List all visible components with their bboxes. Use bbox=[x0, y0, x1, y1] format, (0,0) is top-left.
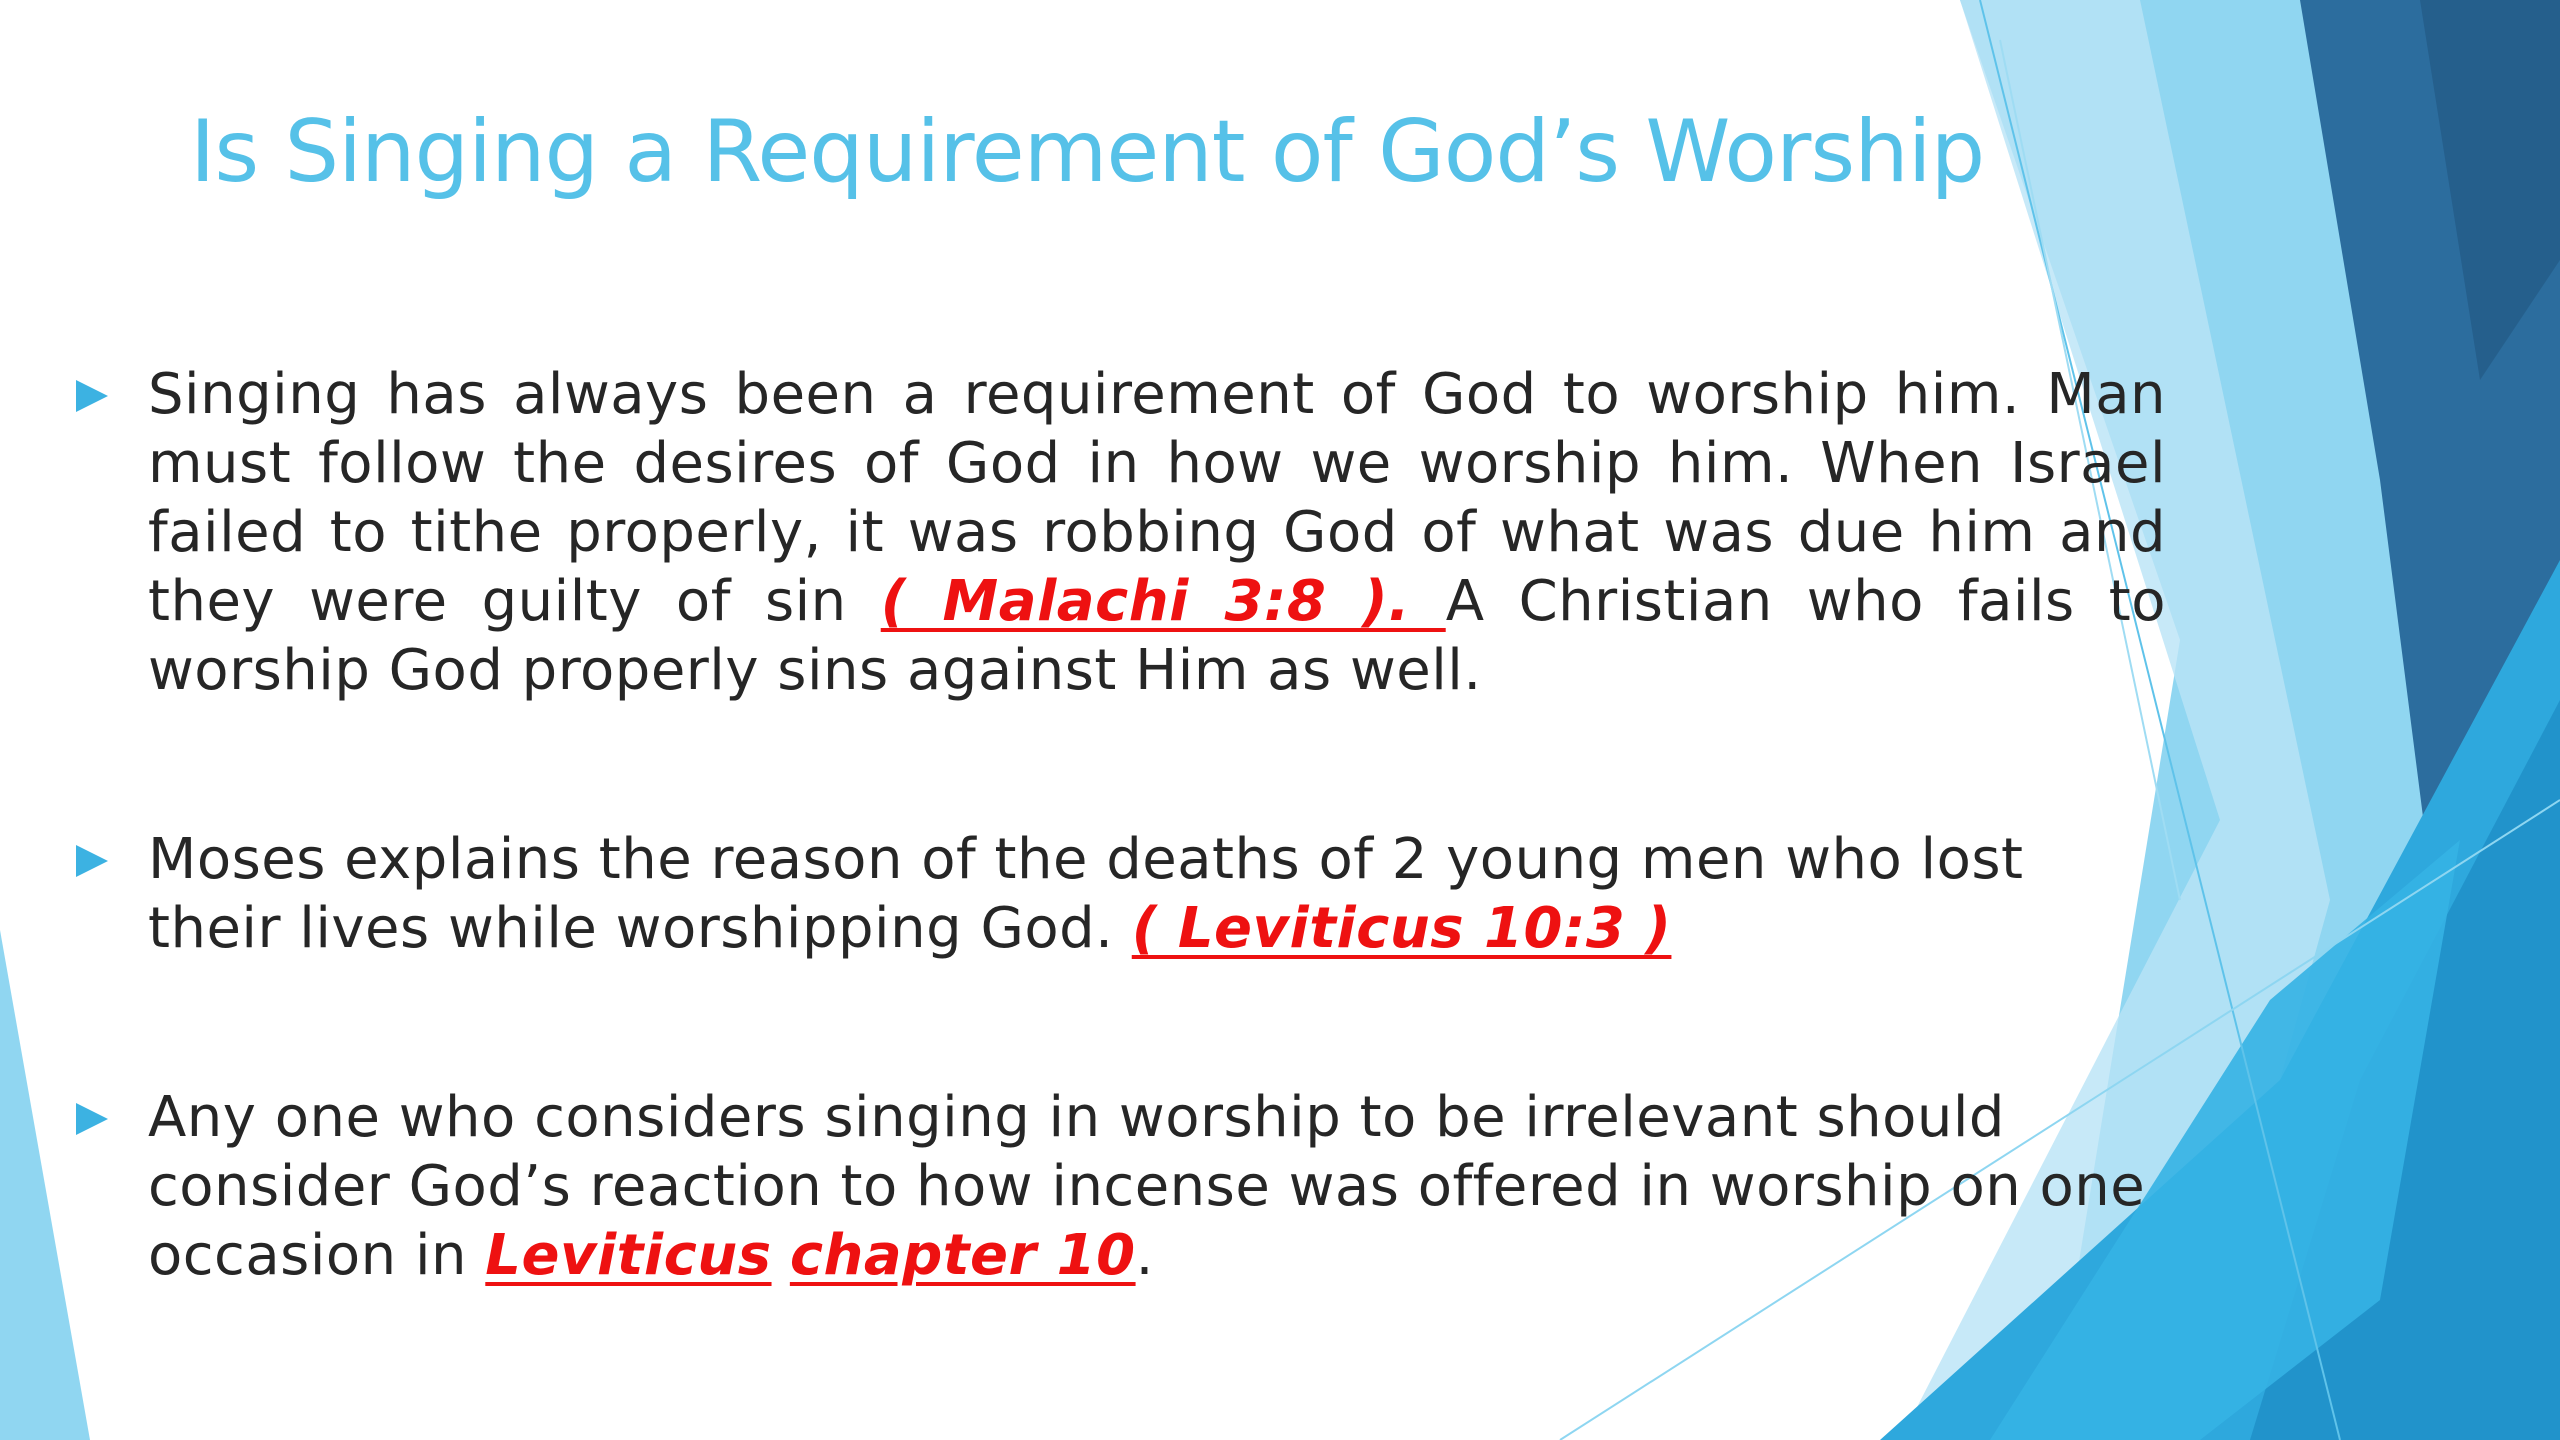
slide-title: Is Singing a Requirement of God’s Worship bbox=[190, 102, 1985, 202]
triangle-bullet-icon bbox=[76, 845, 108, 877]
bullet-text: Singing has always been a requirement of God to worship him. Man must follow the desires of God in how we worship him. When Israel failed to tithe properly, it was robbing God of what was due him and they were guilty of sin bbox=[148, 362, 2166, 634]
bullet-item bbox=[76, 1083, 2166, 1290]
bullet-item bbox=[76, 825, 2166, 963]
triangle-bullet-icon bbox=[76, 1103, 108, 1135]
bullet-text: Any one who considers singing in worship to be irrelevant should consider God’s reaction to how incense was offered in worship on one occasion in bbox=[148, 1085, 2146, 1288]
bullet-text: A Christian who fails to worship God properly sins against Him as well. bbox=[148, 569, 2166, 703]
bullet-list bbox=[76, 360, 2166, 1290]
bullet-item bbox=[76, 360, 2166, 705]
scripture-reference-link[interactable]: chapter 10 bbox=[789, 1223, 1136, 1288]
bullet-text bbox=[772, 1223, 790, 1288]
scripture-reference-link[interactable]: ( Malachi 3:8 ). bbox=[880, 569, 1446, 634]
scripture-reference-link[interactable]: ( Leviticus 10:3 ) bbox=[1131, 896, 1672, 961]
scripture-reference-link[interactable]: Leviticus bbox=[485, 1223, 772, 1288]
bullet-text: . bbox=[1135, 1223, 1154, 1288]
bullet-text: Moses explains the reason of the deaths of 2 young men who lost their lives while worshipping God. bbox=[148, 827, 2024, 961]
triangle-bullet-icon bbox=[76, 380, 108, 412]
